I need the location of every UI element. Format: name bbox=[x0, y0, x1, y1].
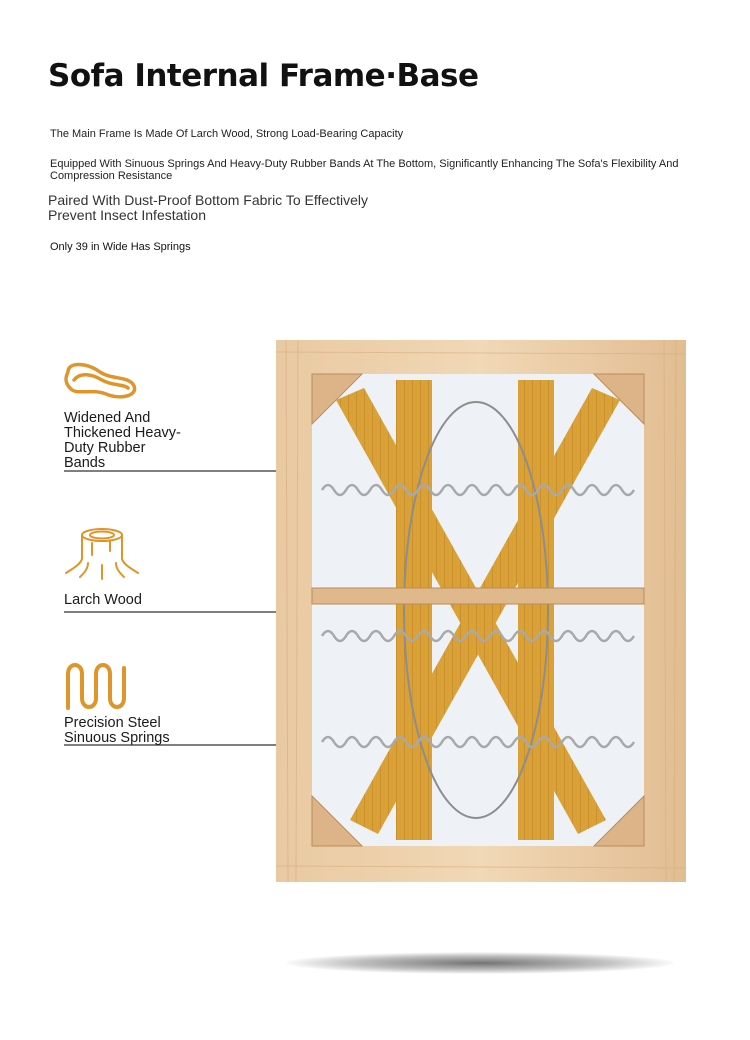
callout-label-larch-wood: Larch Wood bbox=[64, 592, 142, 608]
middle-crossbar bbox=[312, 588, 644, 604]
feature-line-frame: The Main Frame Is Made Of Larch Wood, Strong Load-Bearing Capacity bbox=[50, 128, 404, 140]
feature-line-fabric: Paired With Dust-Proof Bottom Fabric To Effectively Prevent Insect Infestation bbox=[48, 192, 369, 223]
feature-line-springs: Equipped With Sinuous Springs And Heavy-Duty Rubber Bands At The Bottom, Significantly Enhancing The Sofa's Flexibility And Compression Resistance bbox=[50, 158, 679, 182]
callout-label-springs: Precision Steel Sinuous Springs bbox=[64, 715, 170, 746]
sofa-base-frame-illustration bbox=[276, 340, 686, 882]
callout-label-rubber-bands: Widened And Thickened Heavy-Duty Rubber Bands bbox=[64, 410, 181, 471]
page-title: Sofa Internal Frame·Base bbox=[48, 58, 479, 94]
spring-width-note: Only 39 in Wide Has Springs bbox=[50, 241, 191, 253]
floor-shadow bbox=[285, 952, 675, 974]
